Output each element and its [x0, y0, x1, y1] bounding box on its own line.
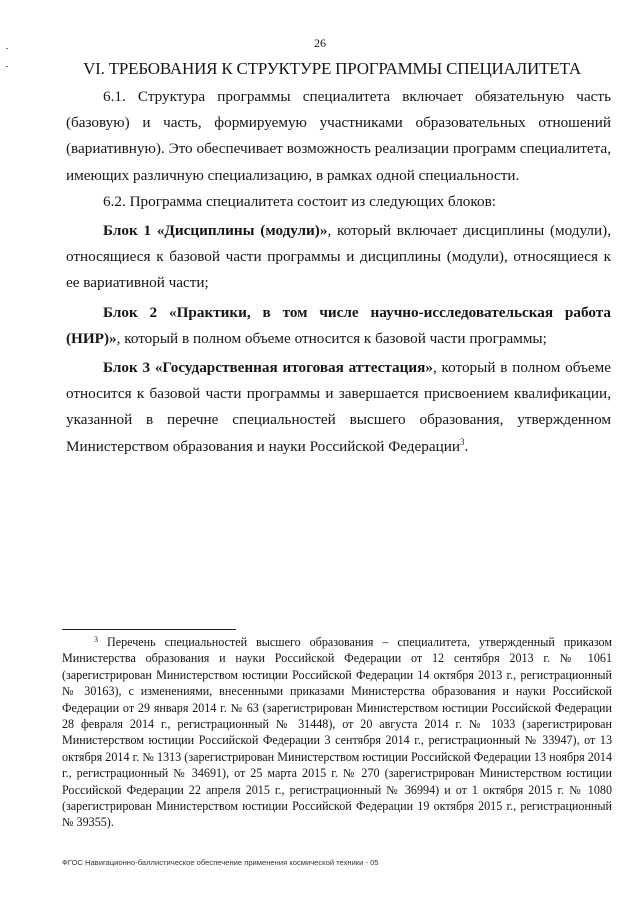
footnote-reference: 3	[459, 436, 465, 447]
page-number: 26	[314, 36, 326, 50]
block-2-title: Блок 2 «Практики, в том числе научно-исследовательская работа (НИР)»	[66, 303, 611, 347]
block-3-paragraph	[66, 355, 611, 460]
section-title: VI. ТРЕБОВАНИЯ К СТРУКТУРЕ ПРОГРАММЫ СПЕЦИАЛИТЕТА	[83, 59, 581, 78]
footnote-separator	[62, 629, 236, 630]
footnote-text: Перечень специальностей высшего образования – специалитета, утвержденный приказом Министерства образования и науки Российской Федерации от 12 сентября 2013 г. № 1061 (зарегистрирован Министерством юстиции Российской Федерации 14 октября 2013 г., регистрационный № 30163), с изменениями, внесенными приказами Министерства образования и науки Российской Федерации от 29 января 2014 г. № 63 (зарегистрирован Министерством юстиции Российской Федерации 28 февраля 2014 г., регистрационный № 31448), от 20 августа 2014 г. № 1033 (зарегистрирован Министерством юстиции Российской Федерации 3 сентября 2014 г., регистрационный № 33947), от 13 октября 2014 г. № 1313 (зарегистрирован Министерством юстиции Российской Федерации 13 ноября 2014 г., регистрационный № 34691), от 25 марта 2015 г. № 270 (зарегистрирован Министерством юстиции Российской Федерации 22 апреля 2015 г., регистрационный № 36994) и от 1 октября 2015 г. № 1080 (зарегистрирован Министерством юстиции Российской Федерации 19 октября 2015 г., регистрационный № 39355).	[62, 635, 612, 830]
body-text	[66, 84, 611, 460]
block-1-text: , который включает дисциплины (модули), относящиеся к базовой части программы и дисциплины (модули), относящиеся к ее вариативной части;	[66, 222, 611, 292]
block-3-end: .	[464, 437, 469, 455]
paragraph-6-2: 6.2. Программа специалитета состоит из следующих блоков:	[103, 192, 496, 210]
paragraph-6-1: 6.1. Структура программы специалитета включает обязательную часть (базовую) и часть, формируемую участниками образовательных отношений (вариативную). Это обеспечивает возможность реализации программ специалитета, имеющих различную специализацию, в рамках одной специальности.	[66, 88, 611, 184]
page-footer: ФГОС Навигационно-баллистическое обеспечение применения космической техники - 05	[62, 858, 379, 867]
scan-mark	[6, 66, 8, 67]
footnote	[62, 634, 612, 831]
block-3-text: , который в полном объеме относится к базовой части программы и завершается присвоением квалификации, указанной в перечне специальностей высшего образования, утвержденном Министерством образования и науки Российской Федерации	[66, 359, 611, 455]
block-1-paragraph	[66, 218, 611, 297]
block-3-title: Блок 3 «Государственная итоговая аттестация»	[103, 359, 433, 377]
block-1-title: Блок 1 «Дисциплины (модули)»	[103, 222, 328, 240]
footnote-marker: 3	[94, 635, 98, 644]
block-2-text: , который в полном объеме относится к базовой части программы;	[116, 329, 547, 347]
block-2-paragraph	[66, 300, 611, 352]
